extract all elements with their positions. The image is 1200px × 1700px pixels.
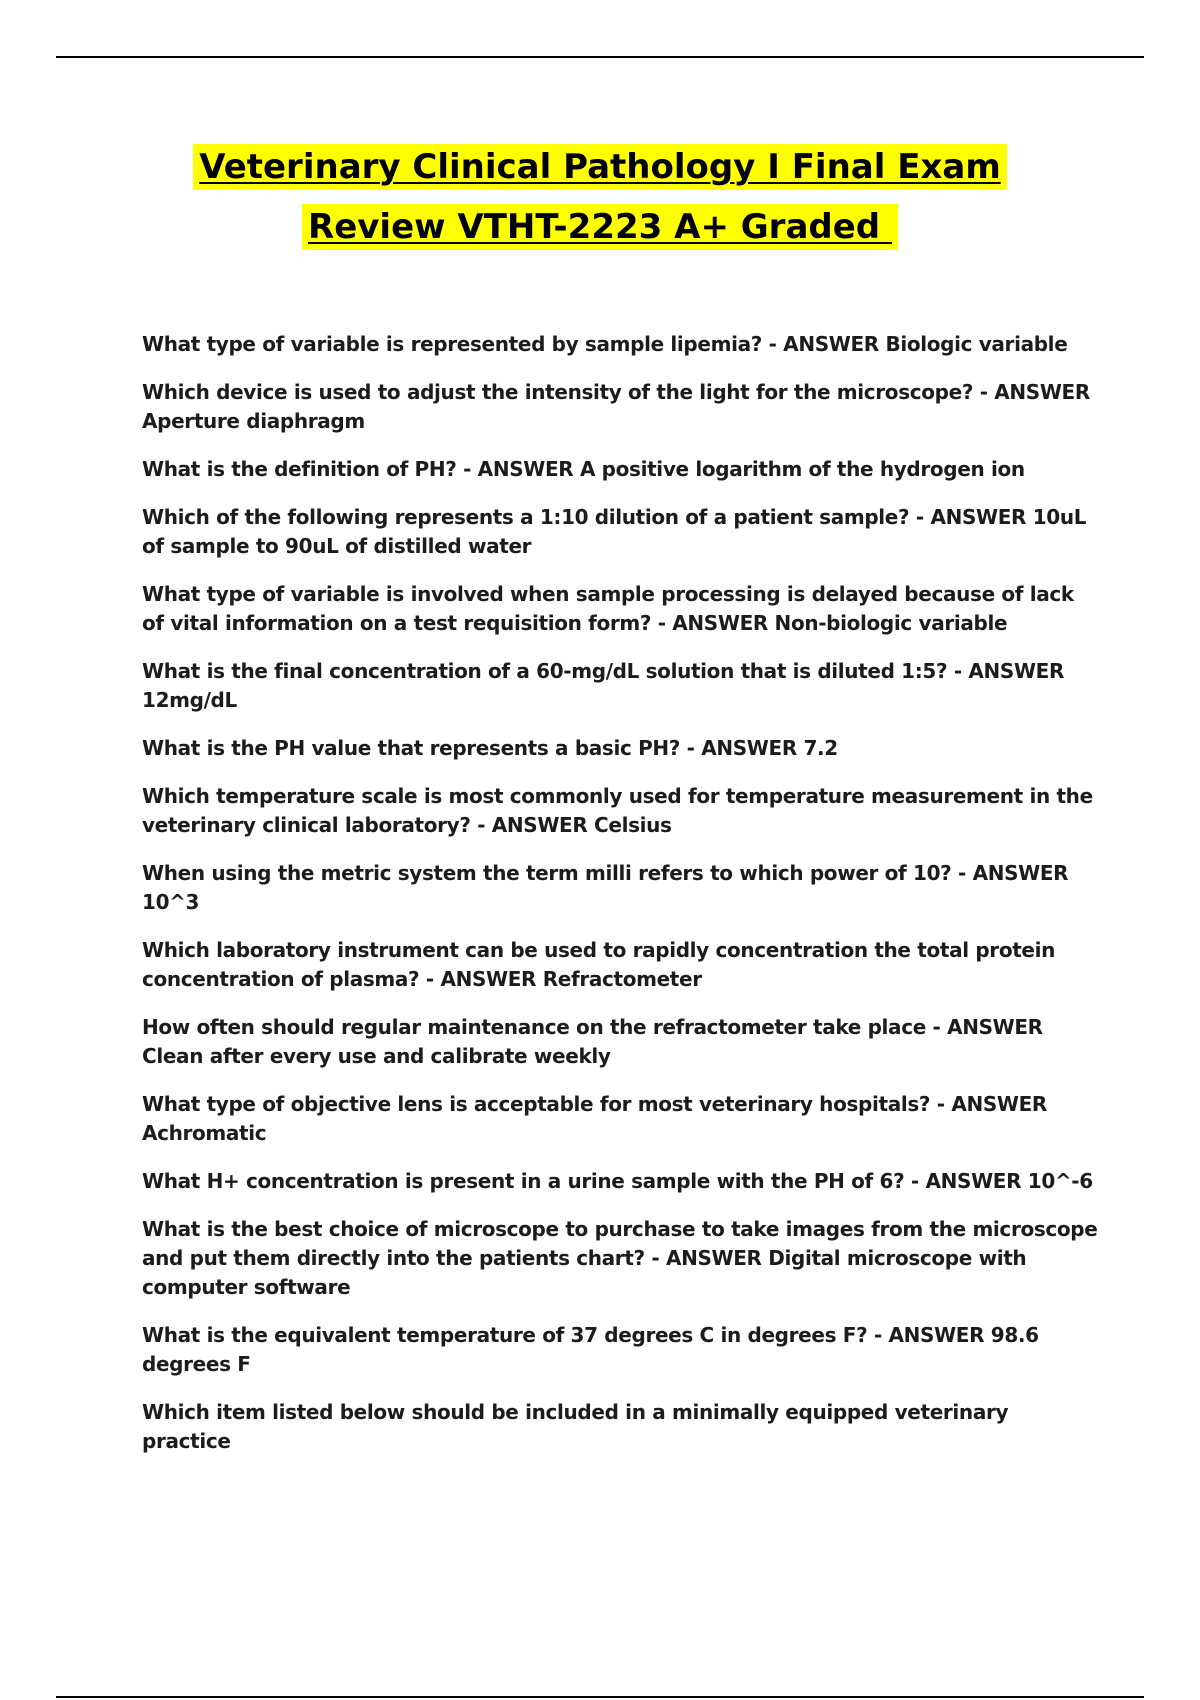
title-line-2: Review VTHT-2223 A+ Graded xyxy=(302,204,898,250)
qa-item: What is the PH value that represents a basic PH? - ANSWER 7.2 xyxy=(142,736,838,760)
qa-item: What type of variable is represented by sample lipemia? - ANSWER Biologic variable xyxy=(142,332,1068,356)
document-title xyxy=(0,144,1200,264)
qa-item: Which item listed below should be included in a minimally equipped veterinary practice xyxy=(142,1400,1009,1453)
qa-item: Which of the following represents a 1:10 dilution of a patient sample? - ANSWER 10uL of sample to 90uL of distilled water xyxy=(142,505,1087,558)
qa-item: Which device is used to adjust the intensity of the light for the microscope? - ANSWER Aperture diaphragm xyxy=(142,380,1090,433)
qa-item: What is the equivalent temperature of 37 degrees C in degrees F? - ANSWER 98.6 degrees F xyxy=(142,1323,1039,1376)
qa-item: What type of variable is involved when sample processing is delayed because of lack of vital information on a test requisition form? - ANSWER Non-biologic variable xyxy=(142,582,1074,635)
qa-item: How often should regular maintenance on the refractometer take place - ANSWER Clean after every use and calibrate weekly xyxy=(142,1015,1043,1068)
qa-item: When using the metric system the term milli refers to which power of 10? - ANSWER 10^3 xyxy=(142,861,1069,914)
title-line-1: Veterinary Clinical Pathology I Final Exam xyxy=(193,144,1007,190)
qa-item: What type of objective lens is acceptable for most veterinary hospitals? - ANSWER Achromatic xyxy=(142,1092,1047,1145)
qa-item: What is the definition of PH? - ANSWER A positive logarithm of the hydrogen ion xyxy=(142,457,1025,481)
qa-item: What is the best choice of microscope to purchase to take images from the microscope and put them directly into the patients chart? - ANSWER Digital microscope with computer software xyxy=(142,1217,1098,1299)
qa-item: Which temperature scale is most commonly used for temperature measurement in the veterinary clinical laboratory? - ANSWER Celsius xyxy=(142,784,1093,837)
qa-item: What H+ concentration is present in a urine sample with the PH of 6? - ANSWER 10^-6 xyxy=(142,1169,1093,1193)
qa-item: What is the final concentration of a 60-mg/dL solution that is diluted 1:5? - ANSWER 12mg/dL xyxy=(142,659,1065,712)
question-answer-list xyxy=(142,330,1102,1475)
bottom-rule xyxy=(56,1696,1144,1698)
qa-item: Which laboratory instrument can be used to rapidly concentration the total protein concentration of plasma? - ANSWER Refractometer xyxy=(142,938,1056,991)
top-rule xyxy=(56,56,1144,58)
